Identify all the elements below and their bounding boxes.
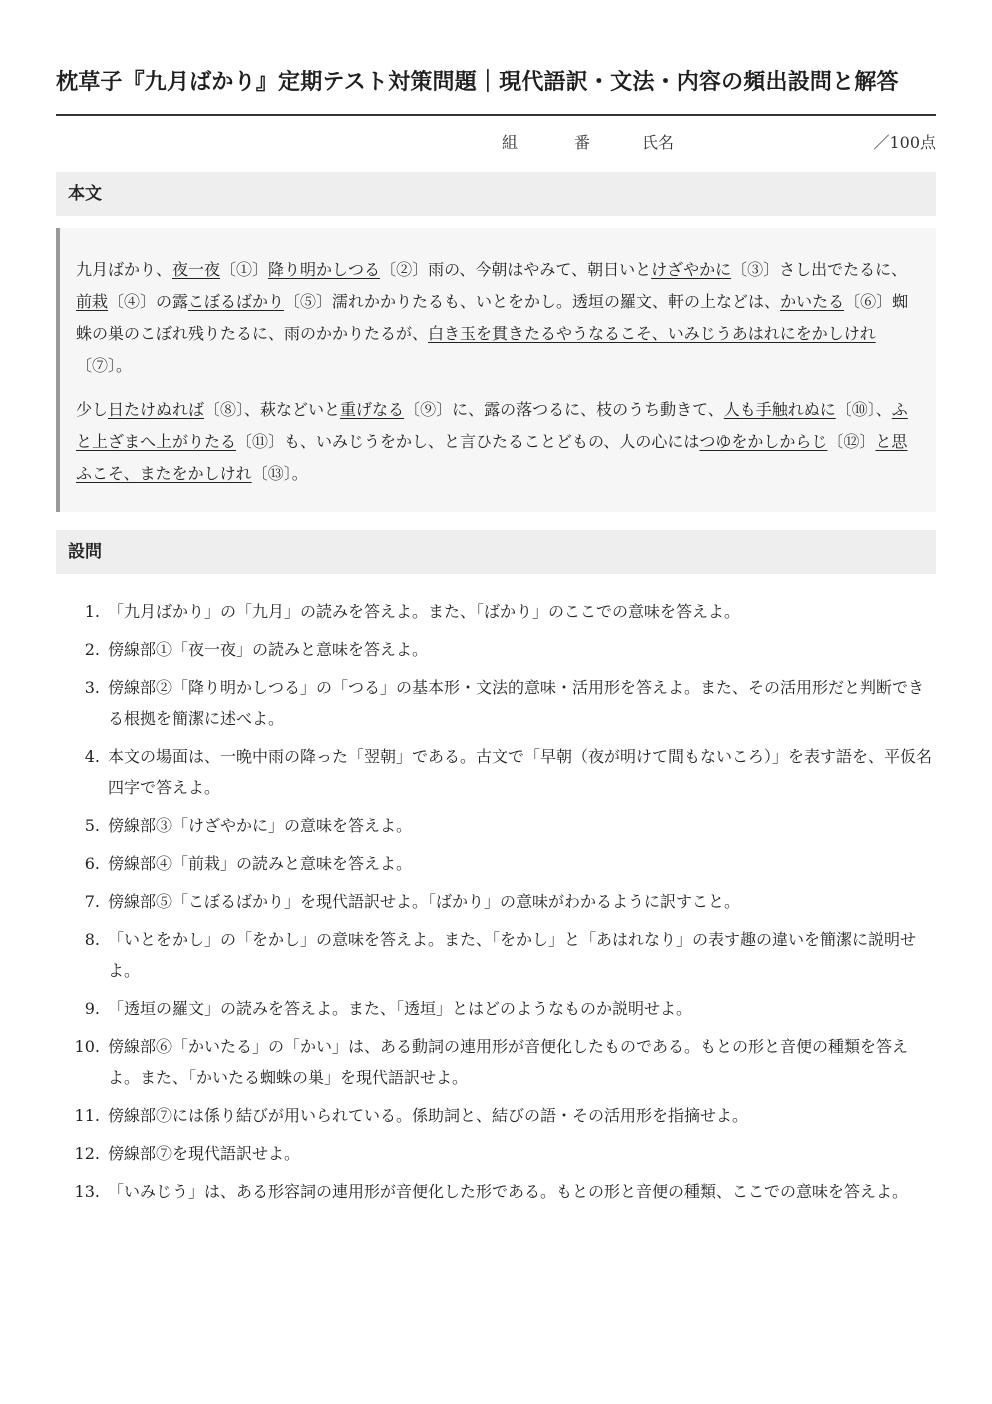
underlined-phrase: 重げなる [340, 400, 405, 419]
question-number: 11. [74, 1106, 100, 1125]
text-segment: 〔⑬〕。 [251, 464, 308, 483]
class-label: 組 [502, 133, 519, 152]
underlined-phrase: ふと上ざまへ上がりたる [76, 400, 908, 451]
text-segment: 〔④〕の露 [108, 292, 189, 311]
question-number: 4. [84, 747, 100, 766]
underlined-phrase: 人も手触れぬに [723, 400, 836, 419]
question-item [56, 1176, 936, 1207]
question-text: 傍線部③「けざやかに」の意味を答えよ。 [108, 816, 413, 835]
question-number: 7. [84, 892, 100, 911]
underlined-phrase: 夜一夜 [172, 260, 221, 279]
text-segment: 〔⑧〕、萩などいと [204, 400, 341, 419]
question-text: 「九月ばかり」の「九月」の読みを答えよ。また、「ばかり」のここでの意味を答えよ。 [108, 602, 741, 621]
underlined-phrase: 前栽 [76, 292, 109, 311]
question-number: 3. [84, 678, 100, 697]
question-number: 10. [74, 1037, 100, 1056]
section-heading-setsumon: 設問 [56, 530, 936, 574]
question-item [56, 634, 936, 665]
question-text: 傍線部⑦には係り結びが用いられている。係助詞と、結びの語・その活用形を指摘せよ。 [108, 1106, 749, 1125]
text-segment: 九月ばかり、 [76, 260, 173, 279]
question-item [56, 1031, 936, 1093]
question-number: 13. [74, 1182, 100, 1201]
question-item [56, 741, 936, 803]
question-list [56, 596, 936, 1207]
name-label: 氏名 [642, 133, 675, 152]
question-text: 傍線部⑥「かいたる」の「かい」は、ある動詞の連用形が音便化したものである。もとの形と音便の種類を答えよ。また、「かいたる蜘蛛の巣」を現代語訳せよ。 [108, 1037, 909, 1087]
number-label: 番 [574, 133, 591, 152]
question-text: 「いみじう」は、ある形容詞の連用形が音便化した形である。もとの形と音便の種類、ここでの意味を答えよ。 [108, 1182, 909, 1201]
question-item [56, 672, 936, 734]
question-number: 5. [84, 816, 100, 835]
question-item [56, 886, 936, 917]
question-number: 12. [74, 1144, 100, 1163]
question-item [56, 993, 936, 1024]
text-segment: 〔⑥〕蜘蛛の巣のこぼれ残りたるに、雨のかかりたるが、 [76, 292, 909, 343]
underlined-phrase: つゆをかしからじ [699, 432, 828, 451]
question-number: 8. [84, 930, 100, 949]
section-heading-honbun: 本文 [56, 172, 936, 216]
question-text: 「いとをかし」の「をかし」の意味を答えよ。また、「をかし」と「あはれなり」の表す趣の違いを簡潔に説明せよ。 [108, 930, 917, 980]
question-item [56, 1100, 936, 1131]
text-segment: 〔⑦〕。 [76, 356, 133, 375]
underlined-phrase: 白き玉を貫きたるやうなるこそ、いみじうあはれにをかしけれ [428, 324, 876, 343]
question-number: 1. [84, 602, 100, 621]
text-segment: 〔③〕さし出でたるに、 [731, 260, 908, 279]
underlined-phrase: けざやかに [651, 260, 732, 279]
text-segment: 〔⑤〕濡れかかりたるも、いとをかし。透垣の羅文、軒の上などは、 [284, 292, 781, 311]
question-text: 傍線部⑦を現代語訳せよ。 [108, 1144, 301, 1163]
text-segment: 〔①〕 [220, 260, 269, 279]
question-number: 9. [84, 999, 100, 1018]
question-number: 2. [84, 640, 100, 659]
source-text-box [56, 228, 936, 512]
student-info-row [56, 116, 936, 164]
question-number: 6. [84, 854, 100, 873]
question-text: 「透垣の羅文」の読みを答えよ。また、「透垣」とはどのようなものか説明せよ。 [108, 999, 693, 1018]
underlined-phrase: 降り明かしつる [268, 260, 381, 279]
question-item [56, 1138, 936, 1169]
underlined-phrase: 日たけぬれば [108, 400, 205, 419]
underlined-phrase: こぼるばかり [188, 292, 285, 311]
page-title: 枕草子『九月ばかり』定期テスト対策問題｜現代語訳・文法・内容の頻出設問と解答 [56, 69, 899, 95]
text-segment: 〔⑪〕も、いみじうをかし、と言ひたることどもの、人の心には [236, 432, 700, 451]
question-text: 傍線部⑤「こぼるばかり」を現代語訳せよ。「ばかり」の意味がわかるように訳すこと。 [108, 892, 741, 911]
question-item [56, 924, 936, 986]
source-paragraph-1 [76, 254, 916, 382]
question-text: 傍線部②「降り明かしつる」の「つる」の基本形・文法的意味・活用形を答えよ。また、その活用形だと判断できる根拠を簡潔に述べよ。 [108, 678, 925, 728]
question-item [56, 596, 936, 627]
question-text: 傍線部①「夜一夜」の読みと意味を答えよ。 [108, 640, 429, 659]
source-paragraph-2 [76, 394, 916, 490]
text-segment: 〔⑫〕 [827, 432, 876, 451]
question-item [56, 848, 936, 879]
text-segment: 〔②〕雨の、今朝はやみて、朝日いと [380, 260, 652, 279]
question-item [56, 810, 936, 841]
question-text: 本文の場面は、一晩中雨の降った「翌朝」である。古文で「早朝（夜が明けて間もないころ）」を表す語を、平仮名四字で答えよ。 [108, 747, 933, 797]
question-text: 傍線部④「前栽」の読みと意味を答えよ。 [108, 854, 413, 873]
text-segment: 〔⑩〕、 [835, 400, 892, 419]
text-segment: 少し [76, 400, 109, 419]
score-label: ／100点 [873, 133, 936, 152]
underlined-phrase: と思ふこそ、またをかしけれ [76, 432, 908, 483]
underlined-phrase: かいたる [780, 292, 845, 311]
text-segment: 〔⑨〕に、露の落つるに、枝のうち動きて、 [404, 400, 724, 419]
